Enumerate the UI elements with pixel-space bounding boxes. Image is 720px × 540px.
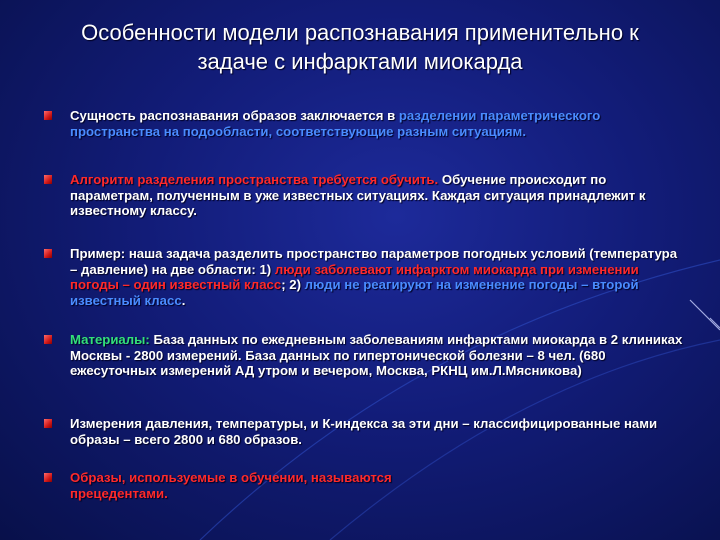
title-line-2: задаче с инфарктами миокарда	[197, 49, 523, 74]
title-line-1: Особенности модели распознавания применительно к	[81, 20, 639, 45]
bullet-text-segment: параметрического пространства на подообласти, соответствующие разным ситуациям.	[70, 108, 601, 139]
bullet-marker-icon	[44, 111, 52, 120]
bullet-text-segment: База данных по ежедневным заболеваниям инфарктами миокарда в 2 клиниках Москвы - 2800 измерений. База данных по гипертонической болезни – 8 чел. (680 ежесуточных измерений АД утром и вечером, Москва, РКНЦ им.Л.Мясникова)	[70, 332, 683, 378]
slide-title	[40, 18, 680, 76]
bullet-marker-icon	[44, 249, 52, 258]
bullet-marker-icon	[44, 335, 52, 344]
bullet-algorithm	[44, 172, 684, 246]
bullet-essence	[44, 108, 684, 172]
bullet-marker-icon	[44, 473, 52, 482]
bullet-text-segment: Алгоритм разделения пространства требуется обучить.	[70, 172, 442, 187]
bullet-text-segment: разделении	[398, 108, 477, 123]
bullet-text-segment: Материалы:	[70, 332, 154, 347]
bullet-example	[44, 246, 684, 332]
bullet-text-segment: Обучение происходит по параметрам, полученным в уже известных ситуациях. Каждая ситуация принадлежит к известному классу.	[70, 172, 646, 218]
bullet-text-segment: Измерения давления, температуры, и К-индекса за эти дни – классифицированные нами образы – всего 2800 и 680 образов.	[70, 416, 658, 447]
bullet-text-segment: люди не реагируют на изменение погоды – второй известный класс	[70, 277, 639, 308]
bullet-marker-icon	[44, 419, 52, 428]
bullet-precedents	[44, 470, 470, 510]
bullet-text-segment: ; 2)	[281, 277, 305, 292]
bullet-marker-icon	[44, 175, 52, 184]
bullet-text-segment: люди заболевают инфарктом миокарда при изменении погоды – один известный класс	[70, 261, 639, 292]
bullet-materials	[44, 332, 684, 416]
bullet-text-segment: .	[181, 292, 186, 308]
bullet-measurements	[44, 416, 684, 470]
bullet-list	[44, 108, 684, 510]
bullet-text-segment: Пример: наша задача разделить пространство параметров погодных условий (температура – давление) на две области: 1)	[70, 246, 678, 277]
bullet-text-segment: Образы, используемые в обучении, называются прецедентами.	[70, 470, 392, 501]
bullet-text-segment: Сущность распознавания образов заключается в	[70, 108, 399, 123]
